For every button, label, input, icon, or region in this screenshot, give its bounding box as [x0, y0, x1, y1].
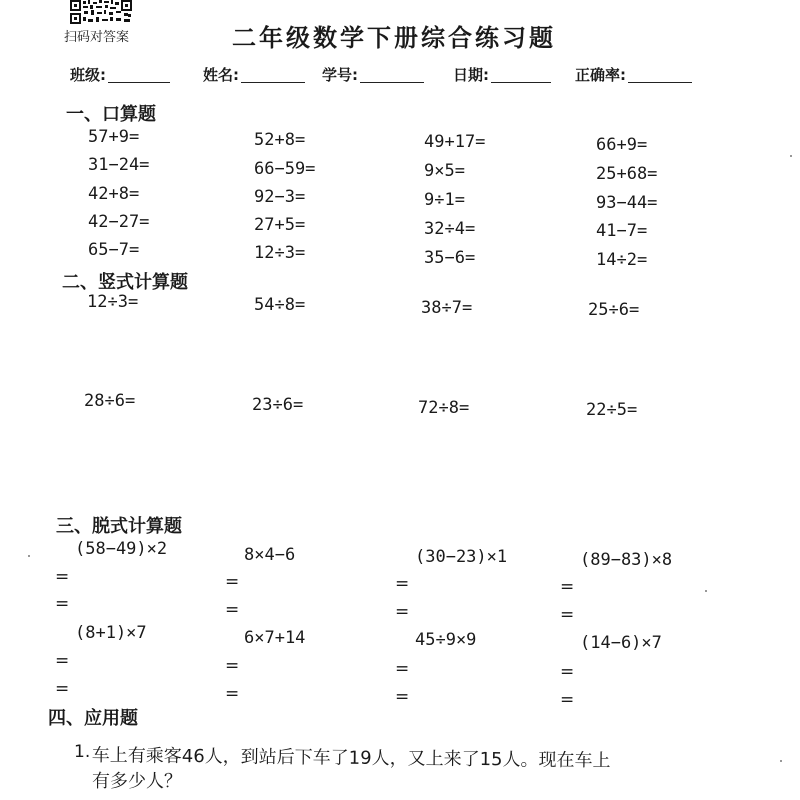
word-problem-line: 车上有乘客46人，到站后下车了19人，又上来了15人。现在车上: [91, 744, 611, 772]
equals-sign: =: [225, 656, 240, 676]
oral-problem: 9÷1=: [424, 190, 465, 210]
oral-problem: 92−3=: [254, 187, 306, 207]
scan-speck: [790, 155, 792, 157]
qr-code-icon: [69, 0, 133, 24]
accuracy-blank: [628, 67, 692, 83]
date-label: 日期:: [453, 66, 489, 84]
equals-sign: =: [225, 572, 240, 592]
oral-problem: 41−7=: [596, 221, 648, 241]
student-id-field: [322, 64, 424, 85]
equals-sign: =: [560, 577, 575, 597]
step-calc-problem: (14−6)×7: [580, 633, 662, 653]
oral-problem: 57+9=: [88, 127, 140, 147]
equals-sign: =: [395, 659, 410, 679]
scan-speck: [780, 760, 782, 762]
class-field: [70, 64, 170, 85]
section-3-heading: 三、脱式计算题: [56, 516, 182, 537]
equals-sign: =: [225, 684, 240, 704]
date-field: [453, 64, 551, 85]
step-calc-problem: 8×4−6: [244, 545, 296, 565]
equals-sign: =: [55, 679, 70, 699]
section-4-heading: 四、应用题: [48, 708, 138, 729]
equals-sign: =: [225, 600, 240, 620]
equals-sign: =: [55, 594, 70, 614]
oral-problem: 42+8=: [88, 184, 140, 204]
name-field: [203, 64, 305, 85]
qr-caption: 扫码对答案: [64, 30, 130, 45]
oral-problem: 49+17=: [424, 132, 486, 152]
section-1-heading: 一、口算题: [66, 104, 156, 125]
oral-problem: 32÷4=: [424, 219, 476, 239]
step-calc-problem: (89−83)×8: [580, 550, 673, 570]
student-id-label: 学号:: [322, 66, 358, 84]
oral-problem: 52+8=: [254, 130, 306, 150]
word-problem-line: 有多少人？: [92, 771, 182, 792]
equals-sign: =: [395, 687, 410, 707]
step-calc-problem: (58−49)×2: [75, 539, 168, 559]
date-blank: [491, 67, 551, 83]
step-calc-problem: 45÷9×9: [415, 630, 477, 650]
oral-problem: 93−44=: [596, 193, 658, 213]
oral-problem: 25+68=: [596, 164, 658, 184]
vertical-calc-problem: 38÷7=: [421, 298, 473, 318]
step-calc-problem: 6×7+14: [244, 628, 306, 648]
oral-problem: 31−24=: [88, 155, 150, 175]
equals-sign: =: [395, 574, 410, 594]
vertical-calc-problem: 54÷8=: [254, 295, 306, 315]
oral-problem: 14÷2=: [596, 250, 648, 270]
name-blank: [241, 67, 305, 83]
oral-problem: 12÷3=: [254, 243, 306, 263]
oral-problem: 66+9=: [596, 135, 648, 155]
oral-problem: 27+5=: [254, 215, 306, 235]
oral-problem: 65−7=: [88, 240, 140, 260]
vertical-calc-problem: 23÷6=: [252, 395, 304, 415]
name-label: 姓名:: [203, 66, 239, 84]
vertical-calc-problem: 72÷8=: [418, 398, 470, 418]
oral-problem: 35−6=: [424, 248, 476, 268]
class-label: 班级:: [70, 66, 106, 84]
equals-sign: =: [560, 605, 575, 625]
equals-sign: =: [55, 567, 70, 587]
accuracy-label: 正确率:: [575, 66, 626, 84]
student-id-blank: [360, 67, 424, 83]
question-number: 1.: [74, 742, 91, 762]
oral-problem: 9×5=: [424, 161, 465, 181]
page-title: 二年级数学下册综合练习题: [232, 23, 556, 52]
scan-speck: [28, 555, 30, 557]
scan-speck: [705, 590, 707, 592]
equals-sign: =: [560, 690, 575, 710]
equals-sign: =: [395, 602, 410, 622]
equals-sign: =: [560, 662, 575, 682]
step-calc-problem: (8+1)×7: [75, 623, 147, 643]
oral-problem: 42−27=: [88, 212, 150, 232]
vertical-calc-problem: 12÷3=: [87, 292, 139, 312]
oral-problem: 66−59=: [254, 159, 316, 179]
step-calc-problem: (30−23)×1: [415, 547, 508, 567]
vertical-calc-problem: 22÷5=: [586, 400, 638, 420]
vertical-calc-problem: 25÷6=: [588, 300, 640, 320]
vertical-calc-problem: 28÷6=: [84, 391, 136, 411]
accuracy-field: [575, 64, 692, 85]
section-2-heading: 二、竖式计算题: [62, 272, 188, 293]
class-blank: [108, 67, 170, 83]
equals-sign: =: [55, 651, 70, 671]
